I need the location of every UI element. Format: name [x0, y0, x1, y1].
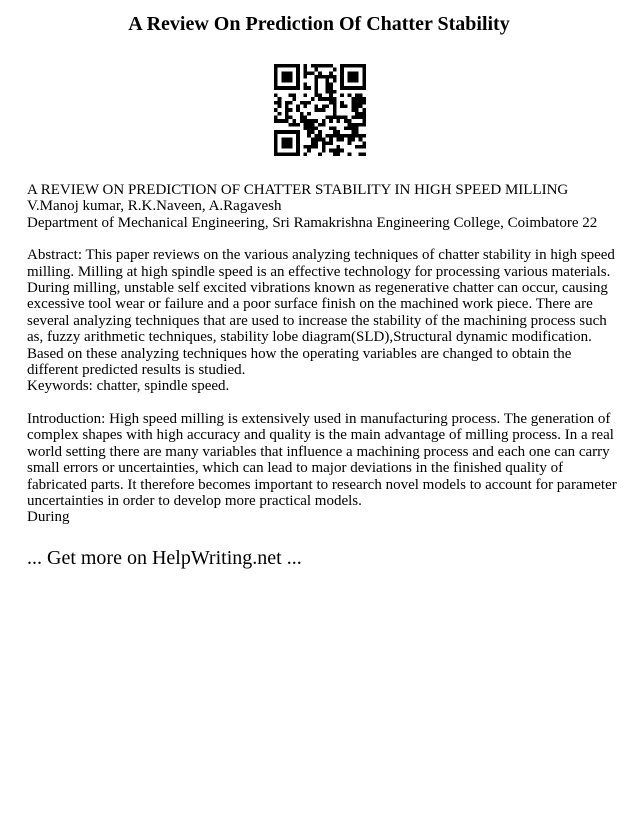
qr-code-icon: [274, 64, 366, 156]
authors: V.Manoj kumar, R.K.Naveen, A.Ragavesh: [27, 198, 282, 215]
document-body: [27, 182, 617, 526]
keywords: Keywords: chatter, spindle speed.: [27, 378, 230, 395]
introduction: Introduction: High speed milling is extensively used in manufacturing process. The generation of complex shapes with high accuracy and quality is the main advantage of milling process. In a real world setting there are many variables that influence a machining process and each one can carry small errors or uncertainties, which can lead to major deviations in the finished quality of fabricated parts. It therefore becomes important to research novel models to account for parameter uncertainties in order to develop more practical models.: [27, 410, 617, 509]
get-more-link[interactable]: ... Get more on HelpWriting.net ...: [27, 547, 302, 569]
affiliation: Department of Mechanical Engineering, Sri Ramakrishna Engineering College, Coimbatore 22: [27, 214, 598, 231]
trailing-text: During: [27, 509, 70, 526]
abstract: Abstract: This paper reviews on the various analyzing techniques of chatter stability in high speed milling. Milling at high spindle speed is an effective technology for processing various materials. During milling, unstable self excited vibrations known as regenerative chatter can occur, causing excessive tool wear or failure and a poor surface finish on the machined work piece. There are several analyzing techniques that are used to increase the stability of the machining process such as, fuzzy arithmetic techniques, stability lobe diagram(SLD),Structural dynamic modification. Based on these analyzing techniques how the operating variables are changed to obtain the different predicted results is studied.: [27, 247, 615, 379]
paper-title: A REVIEW ON PREDICTION OF CHATTER STABILITY IN HIGH SPEED MILLING: [27, 182, 569, 198]
document-title: A Review On Prediction Of Chatter Stability: [128, 13, 510, 35]
